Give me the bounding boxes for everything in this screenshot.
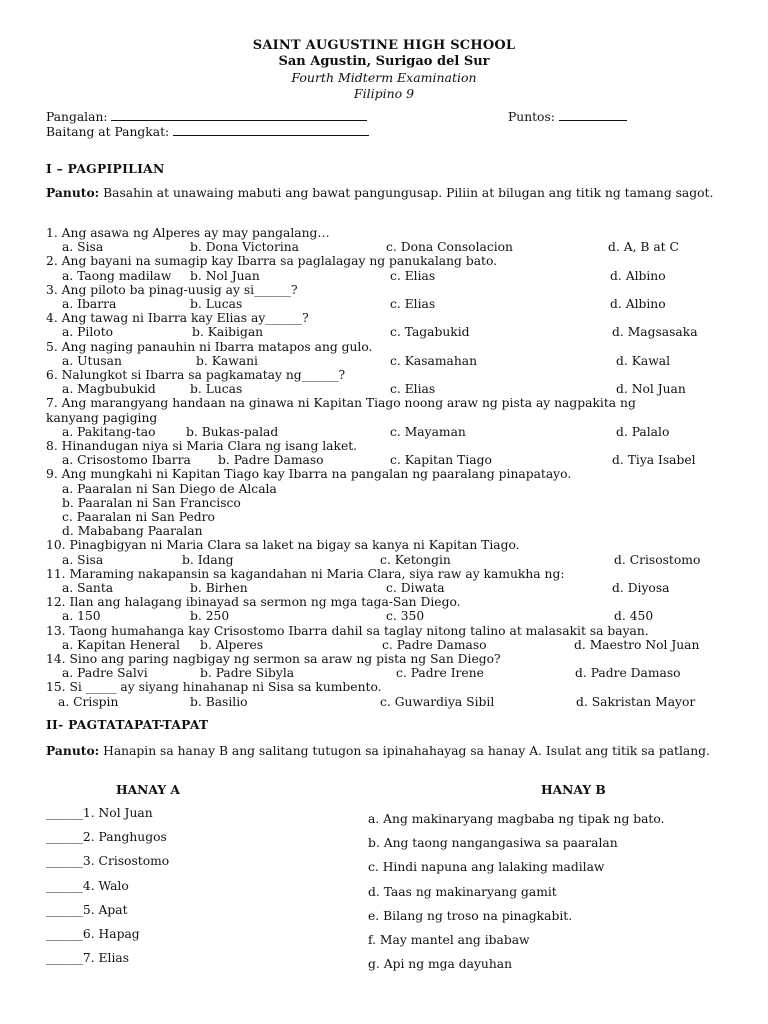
score-label: Puntos: [508,110,555,124]
answer-option[interactable]: c. 350 [386,609,425,624]
answer-option[interactable]: c. Diwata [386,581,445,595]
answer-option[interactable]: a. Pakitang-tao [62,424,156,439]
answer-option[interactable]: a. Padre Salvi [62,666,148,681]
hanay-b-item: g. Api ng mga dayuhan [368,957,512,972]
answer-option[interactable]: c. Kasamahan [390,353,478,368]
answer-option[interactable]: a. Crispin [58,694,119,709]
answer-option[interactable]: c. Padre Damaso [382,637,487,652]
answer-option[interactable]: a. Piloto [62,325,114,340]
question-stem: 2. Ang bayani na sumagip kay Ibarra sa paglalagay ng panukalang bato. [46,254,498,269]
answer-option[interactable]: a. Santa [62,581,114,595]
exam-title: Fourth Midterm Examination [291,70,477,85]
answer-option[interactable]: a. Utusan [62,353,122,368]
name-label: Pangalan: [46,110,108,124]
question-stem: 14. Sino ang paring nagbigay ng sermon sa araw ng pista ng San Diego? [46,652,501,666]
answer-option[interactable]: b. Kawani [196,353,258,368]
name-field [46,110,367,124]
exam-header [0,38,768,102]
question-stem: 1. Ang asawa ng Alperes ay may pangalang… [46,226,330,240]
name-blank[interactable] [111,110,367,121]
answer-option[interactable]: d. Sakristan Mayor [576,694,696,709]
answer-option[interactable]: a. 150 [62,609,101,624]
answer-option[interactable]: b. Dona Victorina [190,240,300,255]
grade-field [46,125,369,139]
hanay-b-item: a. Ang makinaryang magbaba ng tipak ng bato. [368,812,665,826]
question-stem: 5. Ang naging panauhin ni Ibarra matapos ang gulo. [46,339,373,354]
answer-option[interactable]: b. Bukas-palad [186,424,279,439]
answer-option[interactable]: a. Kapitan Heneral [62,637,180,652]
school-location: San Agustin, Surigao del Sur [278,54,490,69]
answer-option[interactable]: b. Nol Juan [190,268,260,283]
answer-option[interactable]: b. Lucas [190,382,243,397]
hanay-b-title: HANAY B [541,782,606,797]
answer-option[interactable]: d. Albino [610,268,666,283]
grade-blank[interactable] [173,125,369,136]
answer-option[interactable]: d. Crisostomo [614,552,701,567]
answer-option[interactable]: c. Mayaman [390,424,466,439]
answer-option[interactable]: d. 450 [614,609,654,624]
answer-option[interactable]: d. Mababang Paaralan [62,524,203,539]
answer-option[interactable]: d. Albino [610,297,666,311]
answer-option[interactable]: b. Kaibigan [192,325,264,340]
answer-option[interactable]: a. Sisa [62,552,104,567]
answer-option[interactable]: a. Magbubukid [62,382,156,397]
answer-option[interactable]: c. Elias [390,297,436,311]
hanay-a-item[interactable]: ______4. Walo [46,878,129,893]
question-stem: 6. Nalungkot si Ibarra sa pagkamatay ng______? [46,368,346,382]
answer-option[interactable]: c. Tagabukid [390,325,470,340]
hanay-b-item: e. Bilang ng troso na pinagkabit. [368,908,573,923]
answer-option[interactable]: a. Sisa [62,240,104,255]
hanay-a-item[interactable]: ______2. Panghugos [46,830,167,845]
answer-option[interactable]: d. Magsasaka [612,325,698,340]
question-stem: 7. Ang marangyang handaan na ginawa ni Kapitan Tiago noong araw ng pista ay nagpakita ng [46,396,636,411]
answer-option[interactable]: a. Taong madilaw [62,268,172,283]
answer-option[interactable]: c. Paaralan ni San Pedro [62,510,215,524]
answer-option[interactable]: d. Diyosa [612,581,670,595]
answer-option[interactable]: c. Kapitan Tiago [390,453,492,468]
hanay-a-item[interactable]: ______3. Crisostomo [46,854,170,869]
question-stem: 4. Ang tawag ni Ibarra kay Elias ay______? [46,311,309,326]
hanay-b-item: f. May mantel ang ibabaw [368,933,530,947]
hanay-a-item[interactable]: ______6. Hapag [46,927,140,941]
question-stem: 11. Maraming nakapansin sa kagandahan ni Maria Clara, siya raw ay kamukha ng: [46,566,565,581]
section2-directions [46,742,716,760]
answer-option[interactable]: c. Guwardiya Sibil [380,694,495,709]
hanay-b-item: c. Hindi napuna ang lalaking madilaw [368,860,605,875]
answer-option[interactable]: b. Basilio [190,694,248,709]
answer-option[interactable]: d. Tiya Isabel [612,453,696,468]
directions-label: Panuto: [46,743,100,758]
answer-option[interactable]: b. Birhen [190,581,248,595]
grade-label: Baitang at Pangkat: [46,125,170,139]
answer-option[interactable]: c. Ketongin [380,552,451,567]
answer-option[interactable]: c. Elias [390,268,436,283]
section2-title: II- PAGTATAPAT-TAPAT [46,717,209,732]
answer-option[interactable]: c. Elias [390,382,436,397]
subject-name: Filipino 9 [353,86,415,101]
answer-option[interactable]: a. Crisostomo Ibarra [62,453,191,468]
question-stem: 9. Ang mungkahi ni Kapitan Tiago kay Ibarra na pangalan ng paaralang pinapatayo. [46,467,572,482]
section1-directions [46,184,716,202]
answer-option[interactable]: b. Lucas [190,297,243,311]
hanay-a-item[interactable]: ______7. Elias [46,951,130,966]
answer-option[interactable]: c. Padre Irene [396,666,484,681]
question-stem: 10. Pinagbigyan ni Maria Clara sa laket na bigay sa kanya ni Kapitan Tiago. [46,538,520,553]
question-stem: 8. Hinandugan niya si Maria Clara ng isang laket. [46,439,358,453]
answer-option[interactable]: b. Padre Damaso [218,453,324,468]
hanay-b-item: d. Taas ng makinaryang gamit [368,884,557,899]
question-stem: 3. Ang piloto ba pinag-uusig ay si______? [46,282,298,297]
directions-label: Panuto: [46,185,100,200]
answer-option[interactable]: b. Idang [182,552,234,567]
section1-title: I – PAGPIPILIAN [46,161,165,176]
hanay-b-item: b. Ang taong nangangasiwa sa paaralan [368,836,618,851]
directions-text: Basahin at unawaing mabuti ang bawat pangungusap. Piliin at bilugan ang titik ng tamang sagot. [99,186,714,200]
hanay-a-title: HANAY A [116,782,180,797]
answer-option[interactable]: d. Padre Damaso [575,666,681,681]
school-name: SAINT AUGUSTINE HIGH SCHOOL [252,38,516,53]
hanay-a-item[interactable]: ______1. Nol Juan [46,806,153,820]
answer-option[interactable]: b. Paaralan ni San Francisco [62,495,241,510]
answer-option[interactable]: a. Ibarra [62,297,117,311]
question-stem: 15. Si _____ ay siyang hinahanap ni Sisa sa kumbento. [46,680,382,695]
answer-option[interactable]: a. Paaralan ni San Diego de Alcala [62,481,277,496]
question-stem: 12. Ilan ang halagang ibinayad sa sermon ng mga taga-San Diego. [46,595,461,610]
directions-text: Hanapin sa hanay B ang salitang tutugon sa ipinahahayag sa hanay A. Isulat ang titik sa patlang. [99,744,710,758]
question-stem: 13. Taong humahanga kay Crisostomo Ibarra dahil sa taglay nitong talino at malasakit sa bayan. [46,623,649,638]
answer-option[interactable]: b. 250 [190,609,230,624]
answer-option[interactable]: d. Nol Juan [616,382,686,397]
answer-option[interactable]: c. Dona Consolacion [386,240,513,255]
answer-option[interactable]: b. Alperes [200,637,264,652]
score-blank[interactable] [559,110,627,121]
score-field [508,110,627,124]
answer-option[interactable]: d. Maestro Nol Juan [574,637,700,652]
hanay-a-item[interactable]: ______5. Apat [46,902,128,917]
answer-option[interactable]: d. A, B at C [608,240,679,255]
question-stem-continued: kanyang pagiging [46,410,158,425]
answer-option[interactable]: b. Padre Sibyla [200,666,295,681]
answer-option[interactable]: d. Kawal [616,353,670,368]
answer-option[interactable]: d. Palalo [616,424,670,439]
